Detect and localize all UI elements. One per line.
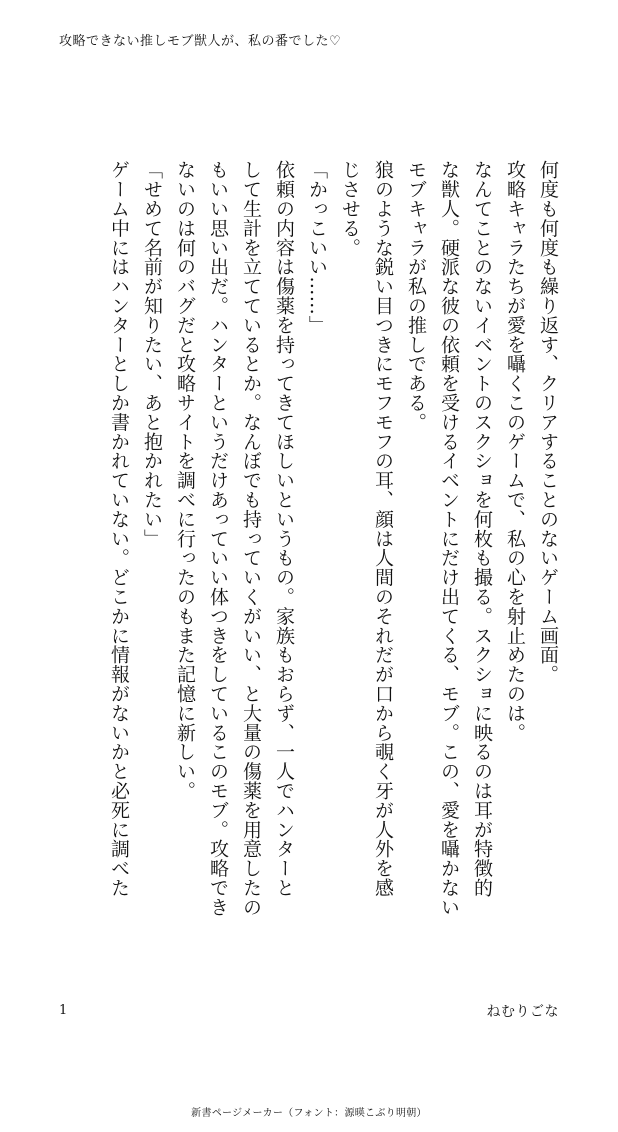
text-line: ないのは何のバグだと攻略サイトを調べに行ったのもまた記憶に新しい。	[174, 160, 196, 801]
text-line: 依頼の内容は傷薬を持ってきてほしいというもの。家族もおらず、一人でハンターと	[273, 160, 295, 898]
page-number: 1	[59, 1003, 68, 1018]
author-name: ねむりごな	[486, 1004, 559, 1020]
page-title: 攻略できない推しモブ獣人が、私の番でした♡	[59, 34, 342, 49]
text-line: もいい思い出だ。ハンターというだけあっていい体つきをしているこのモブ。攻略でき	[207, 160, 229, 917]
text-line: 何度も何度も繰り返す、クリアすることのないゲーム画面。	[537, 160, 559, 684]
text-line: 攻略キャラたちが愛を囁くこのゲームで、私の心を射止めたのは。	[504, 160, 526, 742]
body-text	[102, 160, 564, 920]
text-line: な獣人。硬派な彼の依頼を受けるイベントにだけ出てくる、モブ。この、愛を囁かない	[438, 160, 460, 917]
text-line: 「かっこいい……」	[306, 160, 328, 335]
text-line: 狼のような鋭い目つきにモフモフの耳、顔は人間のそれだが口から覗く牙が人外を感	[372, 160, 394, 898]
text-line: ゲーム中にはハンターとしか書かれていない。どこかに情報がないかと必死に調べた	[108, 160, 130, 898]
text-line: 「せめて名前が知りたい、あと抱かれたい」	[141, 160, 163, 548]
text-line: じさせる。	[339, 160, 361, 257]
text-line: して生計を立てているとか。なんぼでも持っていくがいい、と大量の傷薬を用意したの	[240, 160, 262, 917]
text-line: なんてことのないイベントのスクショを何枚も撮る。スクショに映るのは耳が特徴的	[471, 160, 493, 898]
text-line: モブキャラが私の推しである。	[405, 160, 427, 432]
generator-credit: 新書ページメーカー（フォント：源暎こぶり明朝）	[191, 1108, 427, 1119]
